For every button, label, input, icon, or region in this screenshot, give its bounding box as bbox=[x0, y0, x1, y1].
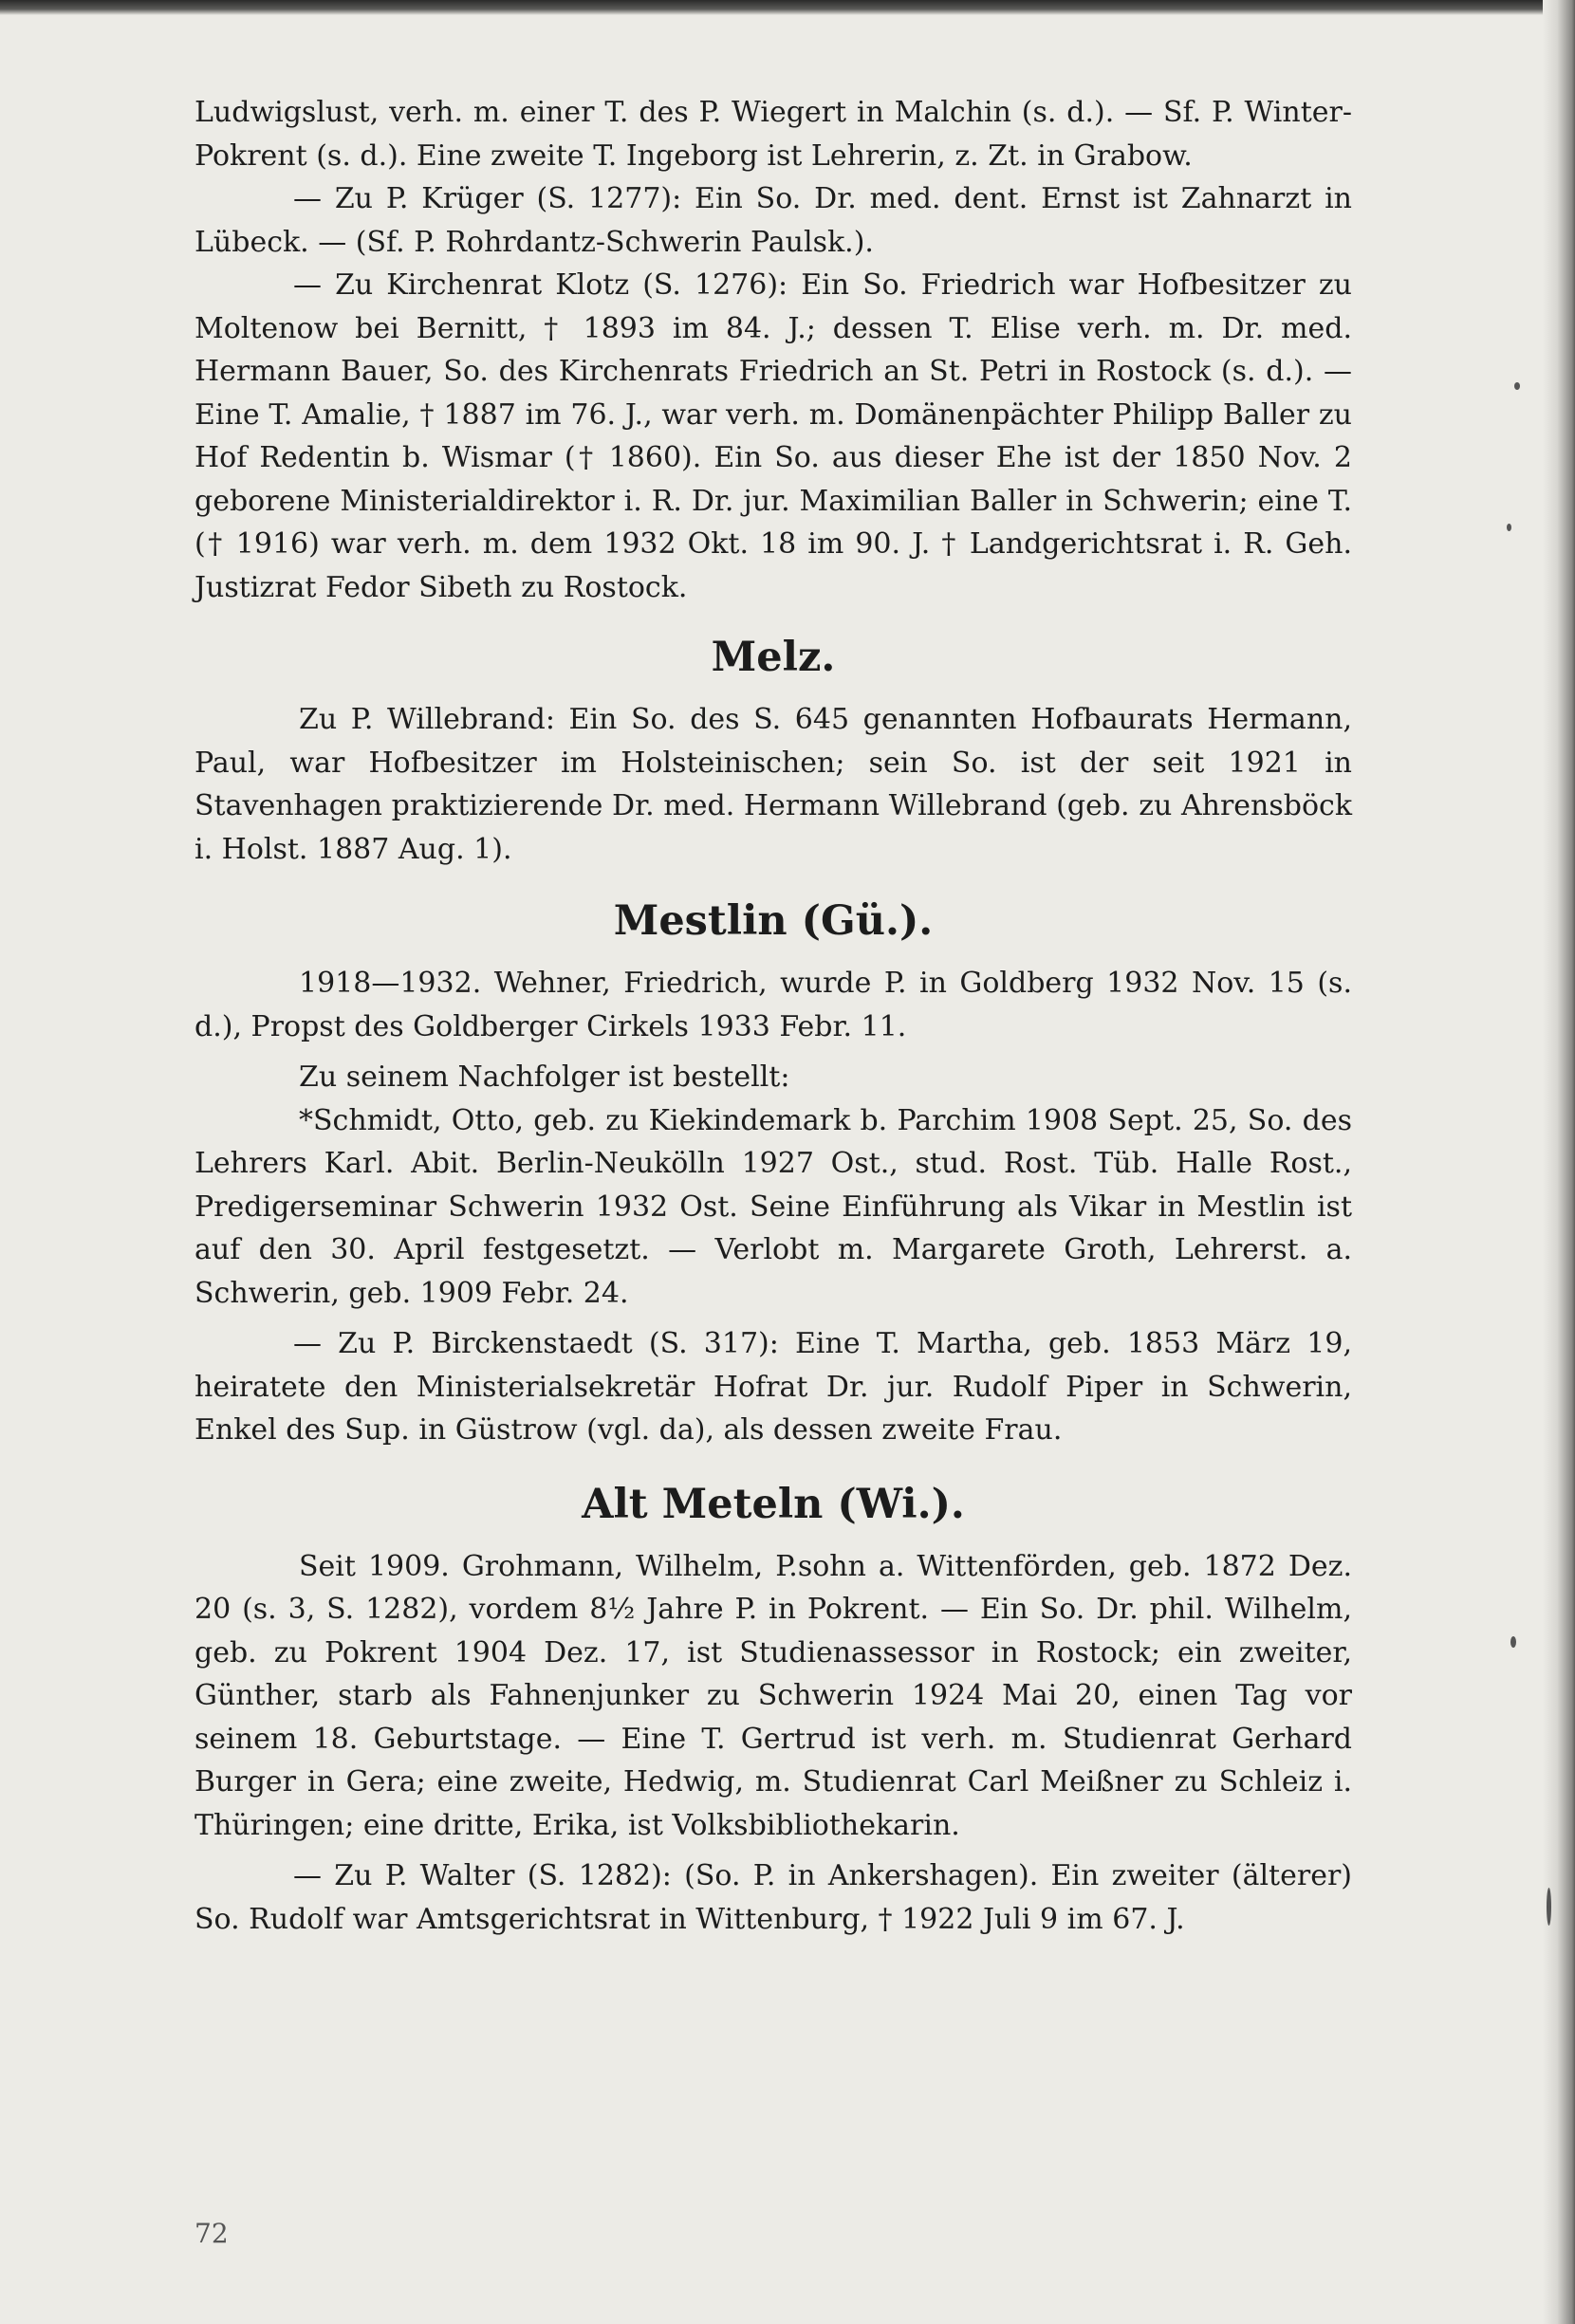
scan-speck bbox=[1547, 1888, 1551, 1926]
book-spine-shadow bbox=[1543, 0, 1575, 2324]
section-heading: Melz. bbox=[711, 634, 836, 681]
scan-speck bbox=[1514, 382, 1520, 390]
paragraph: — Zu P. Walter (S. 1282): (So. P. in Ankershagen). Ein zweiter (älterer) So. Rudolf war Amtsgerichtsrat in Wittenburg, † 1922 Juli 9 im 67. J. bbox=[195, 1859, 1352, 1936]
scan-speck bbox=[1510, 1636, 1516, 1648]
paragraph: — Zu P. Birckenstaedt (S. 317): Eine T. Martha, geb. 1853 März 19, heiratete den Ministerialsekretär Hofrat Dr. jur. Rudolf Piper in Schwerin, Enkel des Sup. in Güstrow (vgl. da), als dessen zweite Frau. bbox=[195, 1327, 1352, 1447]
page-top-shadow bbox=[0, 0, 1575, 15]
page-number: 72 bbox=[195, 2218, 229, 2249]
paragraph: Seit 1909. Grohmann, Wilhelm, P.sohn a. Wittenförden, geb. 1872 Dez. 20 (s. 3, S. 1282), vordem 8½ Jahre P. in Pokrent. — Ein So. Dr. phil. Wilhelm, geb. zu Pokrent 1904 Dez. 17, ist Studienassessor in Rostock; ein zweiter, Günther, starb als Fahnenjunker zu Schwerin 1924 Mai 20, einen Tag vor seinem 18. Geburtstage. — Eine T. Gertrud ist verh. m. Studienrat Gerhard Burger in Gera; eine zweite, Hedwig, m. Studienrat Carl Meißner zu Schleiz i. Thüringen; eine dritte, Erika, ist Volksbibliothekarin. bbox=[195, 1549, 1352, 1842]
document-page bbox=[195, 91, 1352, 1941]
paragraph: — Zu P. Krüger (S. 1277): Ein So. Dr. med. dent. Ernst ist Zahnarzt in Lübeck. — (Sf. P. Rohrdantz-Schwerin Paulsk.). bbox=[195, 182, 1352, 259]
section-heading: Alt Meteln (Wi.). bbox=[582, 1480, 965, 1528]
paragraph: — Zu Kirchenrat Klotz (S. 1276): Ein So. Friedrich war Hofbesitzer zu Moltenow bei Bernitt, † 1893 im 84. J.; dessen T. Elise verh. m. Dr. med. Hermann Bauer, So. des Kirchenrats Friedrich an St. Petri in Rostock (s. d.). — Eine T. Amalie, † 1887 im 76. J., war verh. m. Domänenpächter Philipp Baller zu Hof Redentin b. Wismar († 1860). Ein So. aus dieser Ehe ist der 1850 Nov. 2 geborene Ministerialdirektor i. R. Dr. jur. Maximilian Baller in Schwerin; eine T. († 1916) war verh. m. dem 1932 Okt. 18 im 90. J. † Landgerichtsrat i. R. Geh. Justizrat Fedor Sibeth zu Rostock. bbox=[195, 268, 1352, 604]
paragraph: Zu seinem Nachfolger ist bestellt: bbox=[299, 1061, 790, 1094]
section-heading: Mestlin (Gü.). bbox=[613, 897, 934, 945]
paragraph: Zu P. Willebrand: Ein So. des S. 645 genannten Hofbaurats Hermann, Paul, war Hofbesitzer im Holsteinischen; sein So. ist der seit 1921 in Stavenhagen praktizierende Dr. med. Hermann Willebrand (geb. zu Ahrensböck i. Holst. 1887 Aug. 1). bbox=[195, 703, 1352, 866]
paragraph: 1918—1932. Wehner, Friedrich, wurde P. in Goldberg 1932 Nov. 15 (s. d.), Propst des Goldberger Cirkels 1933 Febr. 11. bbox=[195, 967, 1352, 1043]
paragraph: *Schmidt, Otto, geb. zu Kiekindemark b. Parchim 1908 Sept. 25, So. des Lehrers Karl. Abit. Berlin-Neukölln 1927 Ost., stud. Rost. Tüb. Halle Rost., Predigerseminar Schwerin 1932 Ost. Seine Einführung als Vikar in Mestlin ist auf den 30. April festgesetzt. — Verlobt m. Margarete Groth, Lehrerst. a. Schwerin, geb. 1909 Febr. 24. bbox=[195, 1103, 1352, 1310]
paragraph: Ludwigslust, verh. m. einer T. des P. Wiegert in Malchin (s. d.). — Sf. P. Winter-Pokrent (s. d.). Eine zweite T. Ingeborg ist Lehrerin, z. Zt. in Grabow. bbox=[195, 96, 1352, 173]
scan-speck bbox=[1507, 524, 1511, 531]
